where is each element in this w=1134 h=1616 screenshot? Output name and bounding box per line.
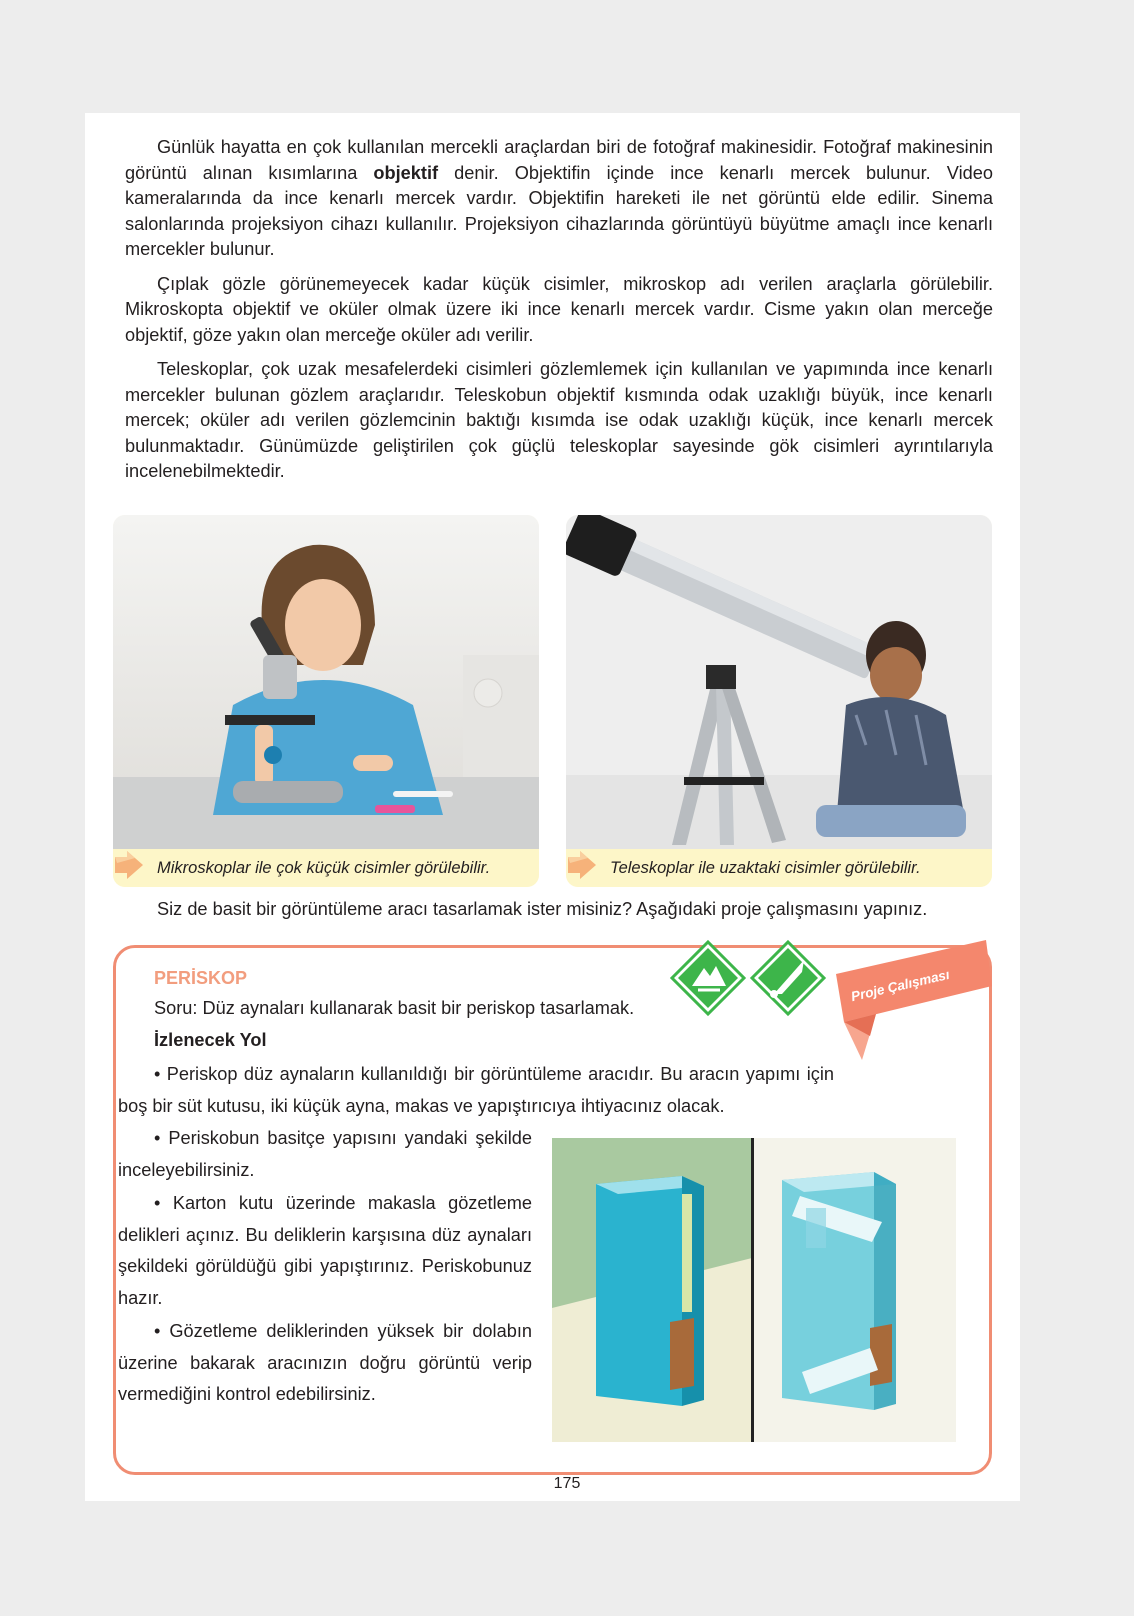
telescope-caption-band <box>566 849 992 887</box>
project-step-full <box>118 1059 834 1124</box>
microscope-illustration <box>113 515 539 887</box>
project-subtitle: İzlenecek Yol <box>154 1030 267 1050</box>
paragraph-microscope: Çıplak gözle görünemeyecek kadar küçük cisimler, mikroskop adı verilen araçlarla görülebilir. Mikroskopta objektif ve oküler olmak üzere iki ince kenarlı mercek vardır. Cisme yakın olan merceğe objektif, göze yakın olan merceğe oküler adı verilir. <box>125 273 993 345</box>
bullet: • <box>154 1128 161 1148</box>
arrow-icon <box>566 849 600 881</box>
project-steps <box>118 1123 532 1413</box>
project-question: Soru: Düz aynaları kullanarak basit bir periskop tasarlamak. <box>154 998 635 1018</box>
project-badge-label: Proje Çalışması <box>849 966 951 1005</box>
telescope-photo <box>566 515 992 887</box>
scissors-icon <box>752 942 824 1014</box>
paragraph-camera: Günlük hayatta en çok kullanılan mercekli araçlardan biri de fotoğraf makinesidir. Fotoğraf makinesinin görüntü alınan kısımlarına objektif denir. Objektifin içinde ince kenarlı mercek bulunur. Video kameralarında da ince kenarlı mercek vardır. Objektifin hareketi ile net görüntü elde edilir. Sinema salonlarında projeksiyon cihazı kullanılır. Projeksiyon cihazlarında görüntüyü büyütme amaçlı ince kenarlı mercekler bulunur. <box>125 137 993 259</box>
project-prompt: Siz de basit bir görüntüleme aracı tasarlamak ister misiniz? Aşağıdaki proje çalışmasını yapınız. <box>157 899 928 919</box>
page-number: 175 <box>553 1475 581 1492</box>
microscope-caption-band <box>113 849 539 887</box>
textbook-page <box>85 113 1020 1501</box>
body-text <box>125 135 993 494</box>
bullet: • <box>154 1064 161 1084</box>
project-title: PERİSKOP <box>154 968 248 988</box>
project-box <box>113 945 992 1475</box>
mountain-icon <box>672 942 744 1014</box>
telescope-illustration <box>566 515 992 887</box>
periscope-diagram <box>552 1138 956 1442</box>
paragraph-telescope: Teleskoplar, çok uzak mesafelerdeki cisimleri gözlemlemek için kullanılan ve yapımında ince kenarlı mercekler bulunan gözlem araçlarıdır. Teleskobun objektif kısmında odak uzaklığı büyük, ince kenarlı mercek; oküler adı verilen gözlemcinin baktığı kısımda ise odak uzaklığı küçük, ince kenarlı mercek bulunmaktadır. Günümüzde geliştirilen çok güçlü teleskoplar sayesinde gök cisimleri ayrıntılarıyla incelenebilmektedir. <box>125 359 993 481</box>
bullet: • <box>154 1321 161 1341</box>
microscope-photo <box>113 515 539 887</box>
microscope-caption: Mikroskoplar ile çok küçük cisimler görülebilir. <box>157 859 491 877</box>
project-step-3: • Karton kutu üzerinde makasla gözetleme delikleri açınız. Bu deliklerin karşısına düz aynaları şekildeki görüldüğü gibi yapıştırınız. Periskobunuz hazır. <box>118 1193 532 1308</box>
arrow-icon <box>113 849 147 881</box>
project-icons <box>670 938 830 1018</box>
bullet: • <box>154 1193 161 1213</box>
project-step-4: • Gözetleme deliklerinden yüksek bir dolabın üzerine bakarak aracınızın doğru görüntü verip vermediğini kontrol edebilirsiniz. <box>118 1321 532 1404</box>
ribbon-badge <box>816 930 996 1070</box>
project-step-2: • Periskobun basitçe yapısını yandaki şekilde inceleyebilirsiniz. <box>118 1128 532 1180</box>
project-step-1: • Periskop düz aynaların kullanıldığı bir görüntüleme aracıdır. Bu aracın yapımı için boş bir süt kutusu, iki küçük ayna, makas ve yapıştırıcıya ihtiyacınız olacak. <box>118 1064 834 1116</box>
telescope-caption: Teleskoplar ile uzaktaki cisimler görülebilir. <box>610 859 921 877</box>
term-objektif: objektif <box>373 162 439 183</box>
